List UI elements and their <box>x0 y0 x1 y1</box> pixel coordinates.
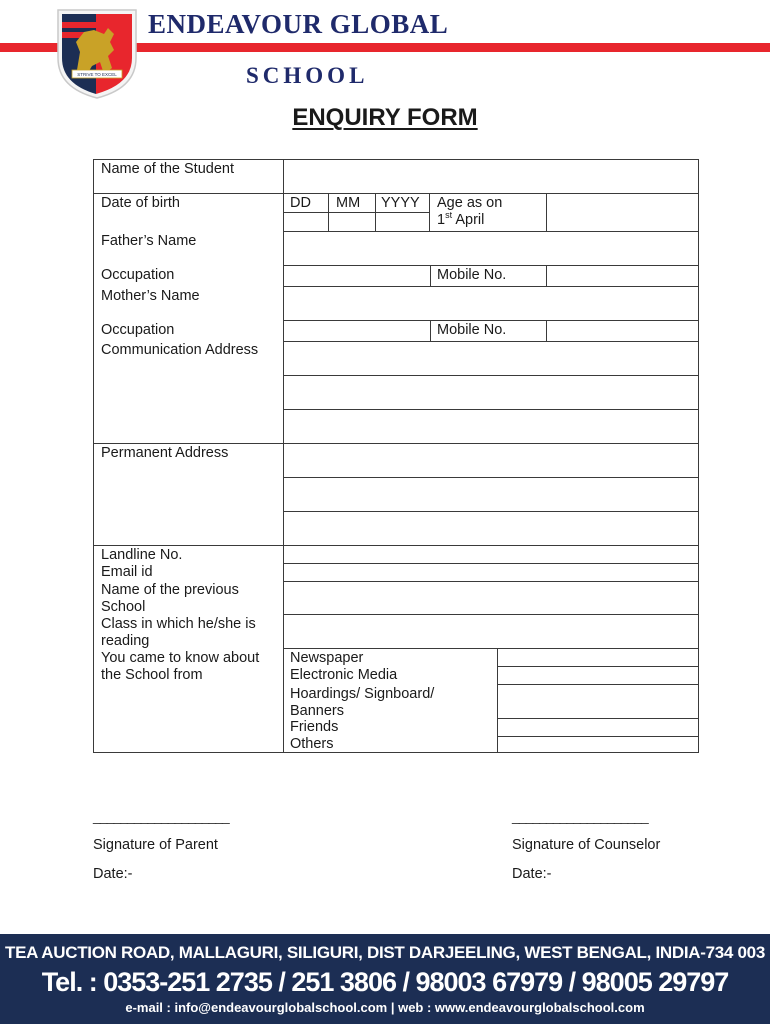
electronic-media-check-field[interactable] <box>498 667 698 684</box>
parent-signature-label: Signature of Parent <box>93 837 218 853</box>
counselor-signature-line[interactable]: ____________________ <box>512 808 648 824</box>
mother-mobile-field[interactable] <box>547 321 698 341</box>
source-option-friends: Friends <box>290 719 339 735</box>
dob-day-field[interactable] <box>284 213 328 231</box>
dob-month-field[interactable] <box>329 213 375 231</box>
source-option-hoardings: Hoardings/ Signboard/ Banners <box>290 686 435 719</box>
footer-telephone: Tel. : 0353-251 2735 / 251 3806 / 98003 67979 / 98005 29797 <box>41 967 729 997</box>
footer-address: TEA AUCTION ROAD, MALLAGURI, SILIGURI, DIST DARJEELING, WEST BENGAL, INDIA-734 003 <box>5 943 765 962</box>
school-name-sub: SCHOOL <box>246 63 369 88</box>
footer-contact: e-mail : info@endeavourglobalschool.com | web : www.endeavourglobalschool.com <box>125 1000 645 1015</box>
source-label: You came to know about the School from <box>101 650 260 683</box>
father-mobile-label: Mobile No. <box>437 267 507 283</box>
mother-name-label: Mother’s Name <box>101 288 200 304</box>
father-occupation-label: Occupation <box>101 267 175 283</box>
source-option-electronic-media: Electronic Media <box>290 667 398 683</box>
mother-mobile-label: Mobile No. <box>437 322 507 338</box>
father-mobile-field[interactable] <box>547 266 698 286</box>
age-field[interactable] <box>547 194 698 231</box>
father-name-label: Father’s Name <box>101 233 197 249</box>
class-reading-label: Class in which he/she is reading <box>101 616 256 649</box>
student-name-label: Name of the Student <box>101 161 234 177</box>
age-label: Age as on 1st April <box>437 195 503 228</box>
landline-label: Landline No. <box>101 547 183 563</box>
crest-motto: STRIVE TO EXCEL <box>77 72 117 77</box>
parent-date-label: Date:- <box>93 866 133 882</box>
mother-occupation-field[interactable] <box>284 321 430 341</box>
dob-year-field[interactable] <box>376 213 429 231</box>
dob-month-label: MM <box>336 195 361 211</box>
newspaper-check-field[interactable] <box>498 649 698 666</box>
email-label: Email id <box>101 564 153 580</box>
father-occupation-field[interactable] <box>284 266 430 286</box>
permanent-address-field[interactable] <box>284 444 698 545</box>
dob-day-label: DD <box>290 195 311 211</box>
communication-address-field[interactable] <box>284 342 698 443</box>
landline-field[interactable] <box>284 546 698 563</box>
source-option-others: Others <box>290 736 334 752</box>
footer-banner <box>0 934 770 1024</box>
dob-label: Date of birth <box>101 195 180 211</box>
class-reading-field[interactable] <box>284 615 698 648</box>
counselor-signature-label: Signature of Counselor <box>512 837 661 853</box>
previous-school-field[interactable] <box>284 582 698 614</box>
others-check-field[interactable] <box>498 737 698 752</box>
permanent-address-label: Permanent Address <box>101 445 229 461</box>
school-crest-logo <box>56 8 138 100</box>
mother-occupation-label: Occupation <box>101 322 175 338</box>
dob-year-label: YYYY <box>381 195 420 211</box>
friends-check-field[interactable] <box>498 719 698 736</box>
email-field[interactable] <box>284 564 698 581</box>
counselor-date-label: Date:- <box>512 866 552 882</box>
father-name-field[interactable] <box>284 232 698 265</box>
mother-name-field[interactable] <box>284 287 698 320</box>
communication-address-label: Communication Address <box>101 342 259 358</box>
school-name: ENDEAVOUR GLOBAL <box>148 9 449 39</box>
hoardings-check-field[interactable] <box>498 685 698 718</box>
form-title: ENQUIRY FORM <box>292 104 478 131</box>
student-name-field[interactable] <box>284 160 698 193</box>
parent-signature-line[interactable]: ____________________ <box>93 808 229 824</box>
previous-school-label: Name of the previous School <box>101 582 239 615</box>
source-option-newspaper: Newspaper <box>290 650 364 666</box>
